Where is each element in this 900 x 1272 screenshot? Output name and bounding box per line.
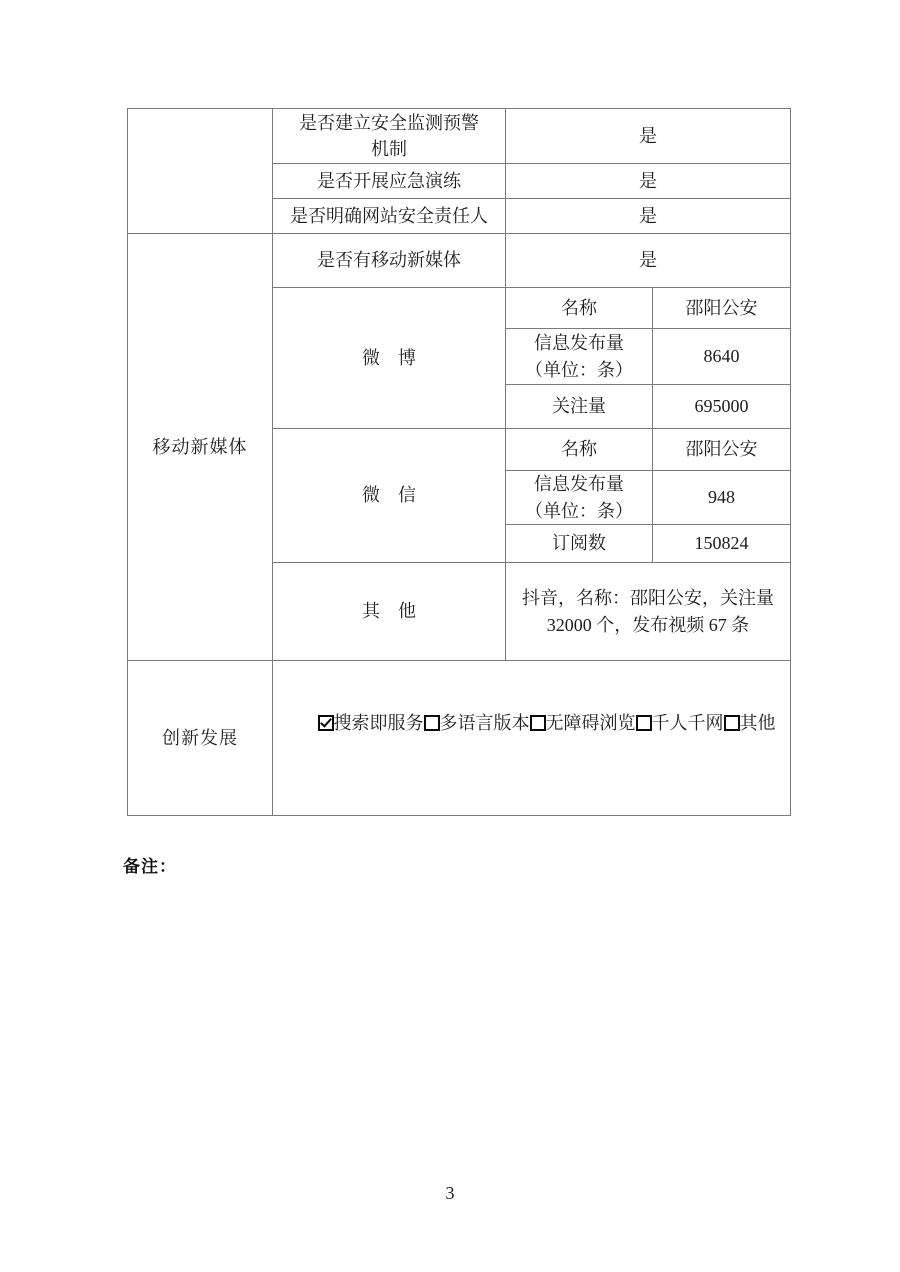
innovation-options-cell bbox=[273, 661, 791, 816]
innovation-option bbox=[636, 713, 724, 733]
checkbox-checked-icon bbox=[318, 715, 334, 731]
innovation-option-label: 搜索即服务 bbox=[333, 712, 424, 733]
innovation-option bbox=[318, 713, 424, 733]
metric-label-line: （单位：条） bbox=[525, 359, 633, 380]
group-cell-mobile-media: 移动新媒体 bbox=[128, 234, 273, 661]
platform-cell-other: 其 他 bbox=[273, 563, 506, 661]
mobile-media-answer-cell: 是 bbox=[506, 234, 791, 288]
security-question-cell: 是否开展应急演练 bbox=[273, 164, 506, 199]
metric-value-cell: 8640 bbox=[653, 329, 791, 385]
metric-value-cell: 邵阳公安 bbox=[653, 288, 791, 329]
security-question-cell: 是否明确网站安全责任人 bbox=[273, 199, 506, 234]
other-platform-value-line: 32000 个，发布视频 67 条 bbox=[546, 614, 750, 635]
platform-cell-weixin: 微 信 bbox=[273, 429, 506, 563]
other-platform-value-cell bbox=[506, 563, 791, 661]
innovation-option-label: 多语言版本 bbox=[439, 712, 530, 733]
innovation-option bbox=[724, 713, 776, 733]
metric-label-cell: 订阅数 bbox=[506, 525, 653, 563]
metric-label-line: 信息发布量 bbox=[534, 333, 624, 354]
innovation-option bbox=[530, 713, 636, 733]
metric-label-cell bbox=[506, 329, 653, 385]
checkbox-unchecked-icon bbox=[530, 715, 546, 731]
innovation-option-label: 其他 bbox=[739, 712, 776, 733]
report-table bbox=[127, 108, 791, 816]
innovation-option-label: 千人千网 bbox=[651, 712, 724, 733]
other-platform-value-line: 抖音，名称：邵阳公安，关注量 bbox=[522, 588, 774, 609]
security-answer-cell: 是 bbox=[506, 199, 791, 234]
group-cell-empty bbox=[128, 109, 273, 234]
mobile-media-question-cell: 是否有移动新媒体 bbox=[273, 234, 506, 288]
metric-value-cell: 695000 bbox=[653, 385, 791, 429]
security-question-cell bbox=[273, 109, 506, 164]
metric-value-cell: 150824 bbox=[653, 525, 791, 563]
platform-cell-weibo: 微 博 bbox=[273, 288, 506, 429]
security-answer-cell: 是 bbox=[506, 109, 791, 164]
metric-label-line: （单位：条） bbox=[525, 500, 633, 521]
checkbox-unchecked-icon bbox=[724, 715, 740, 731]
metric-label-line: 信息发布量 bbox=[534, 474, 624, 495]
checkbox-unchecked-icon bbox=[424, 715, 440, 731]
metric-label-cell: 关注量 bbox=[506, 385, 653, 429]
group-cell-innovation: 创新发展 bbox=[128, 661, 273, 816]
metric-label-cell bbox=[506, 471, 653, 525]
security-question-line: 机制 bbox=[371, 139, 407, 159]
metric-label-cell: 名称 bbox=[506, 429, 653, 471]
metric-value-cell: 邵阳公安 bbox=[653, 429, 791, 471]
checkbox-unchecked-icon bbox=[636, 715, 652, 731]
metric-label-cell: 名称 bbox=[506, 288, 653, 329]
remarks-label: 备注： bbox=[123, 857, 177, 876]
security-question-line: 是否建立安全监测预警 bbox=[299, 112, 479, 133]
page-number: 3 bbox=[445, 1183, 455, 1203]
innovation-option-label: 无障碍浏览 bbox=[545, 712, 636, 733]
metric-value-cell: 948 bbox=[653, 471, 791, 525]
innovation-option bbox=[424, 713, 530, 733]
innovation-options-line bbox=[318, 710, 776, 736]
security-answer-cell: 是 bbox=[506, 164, 791, 199]
